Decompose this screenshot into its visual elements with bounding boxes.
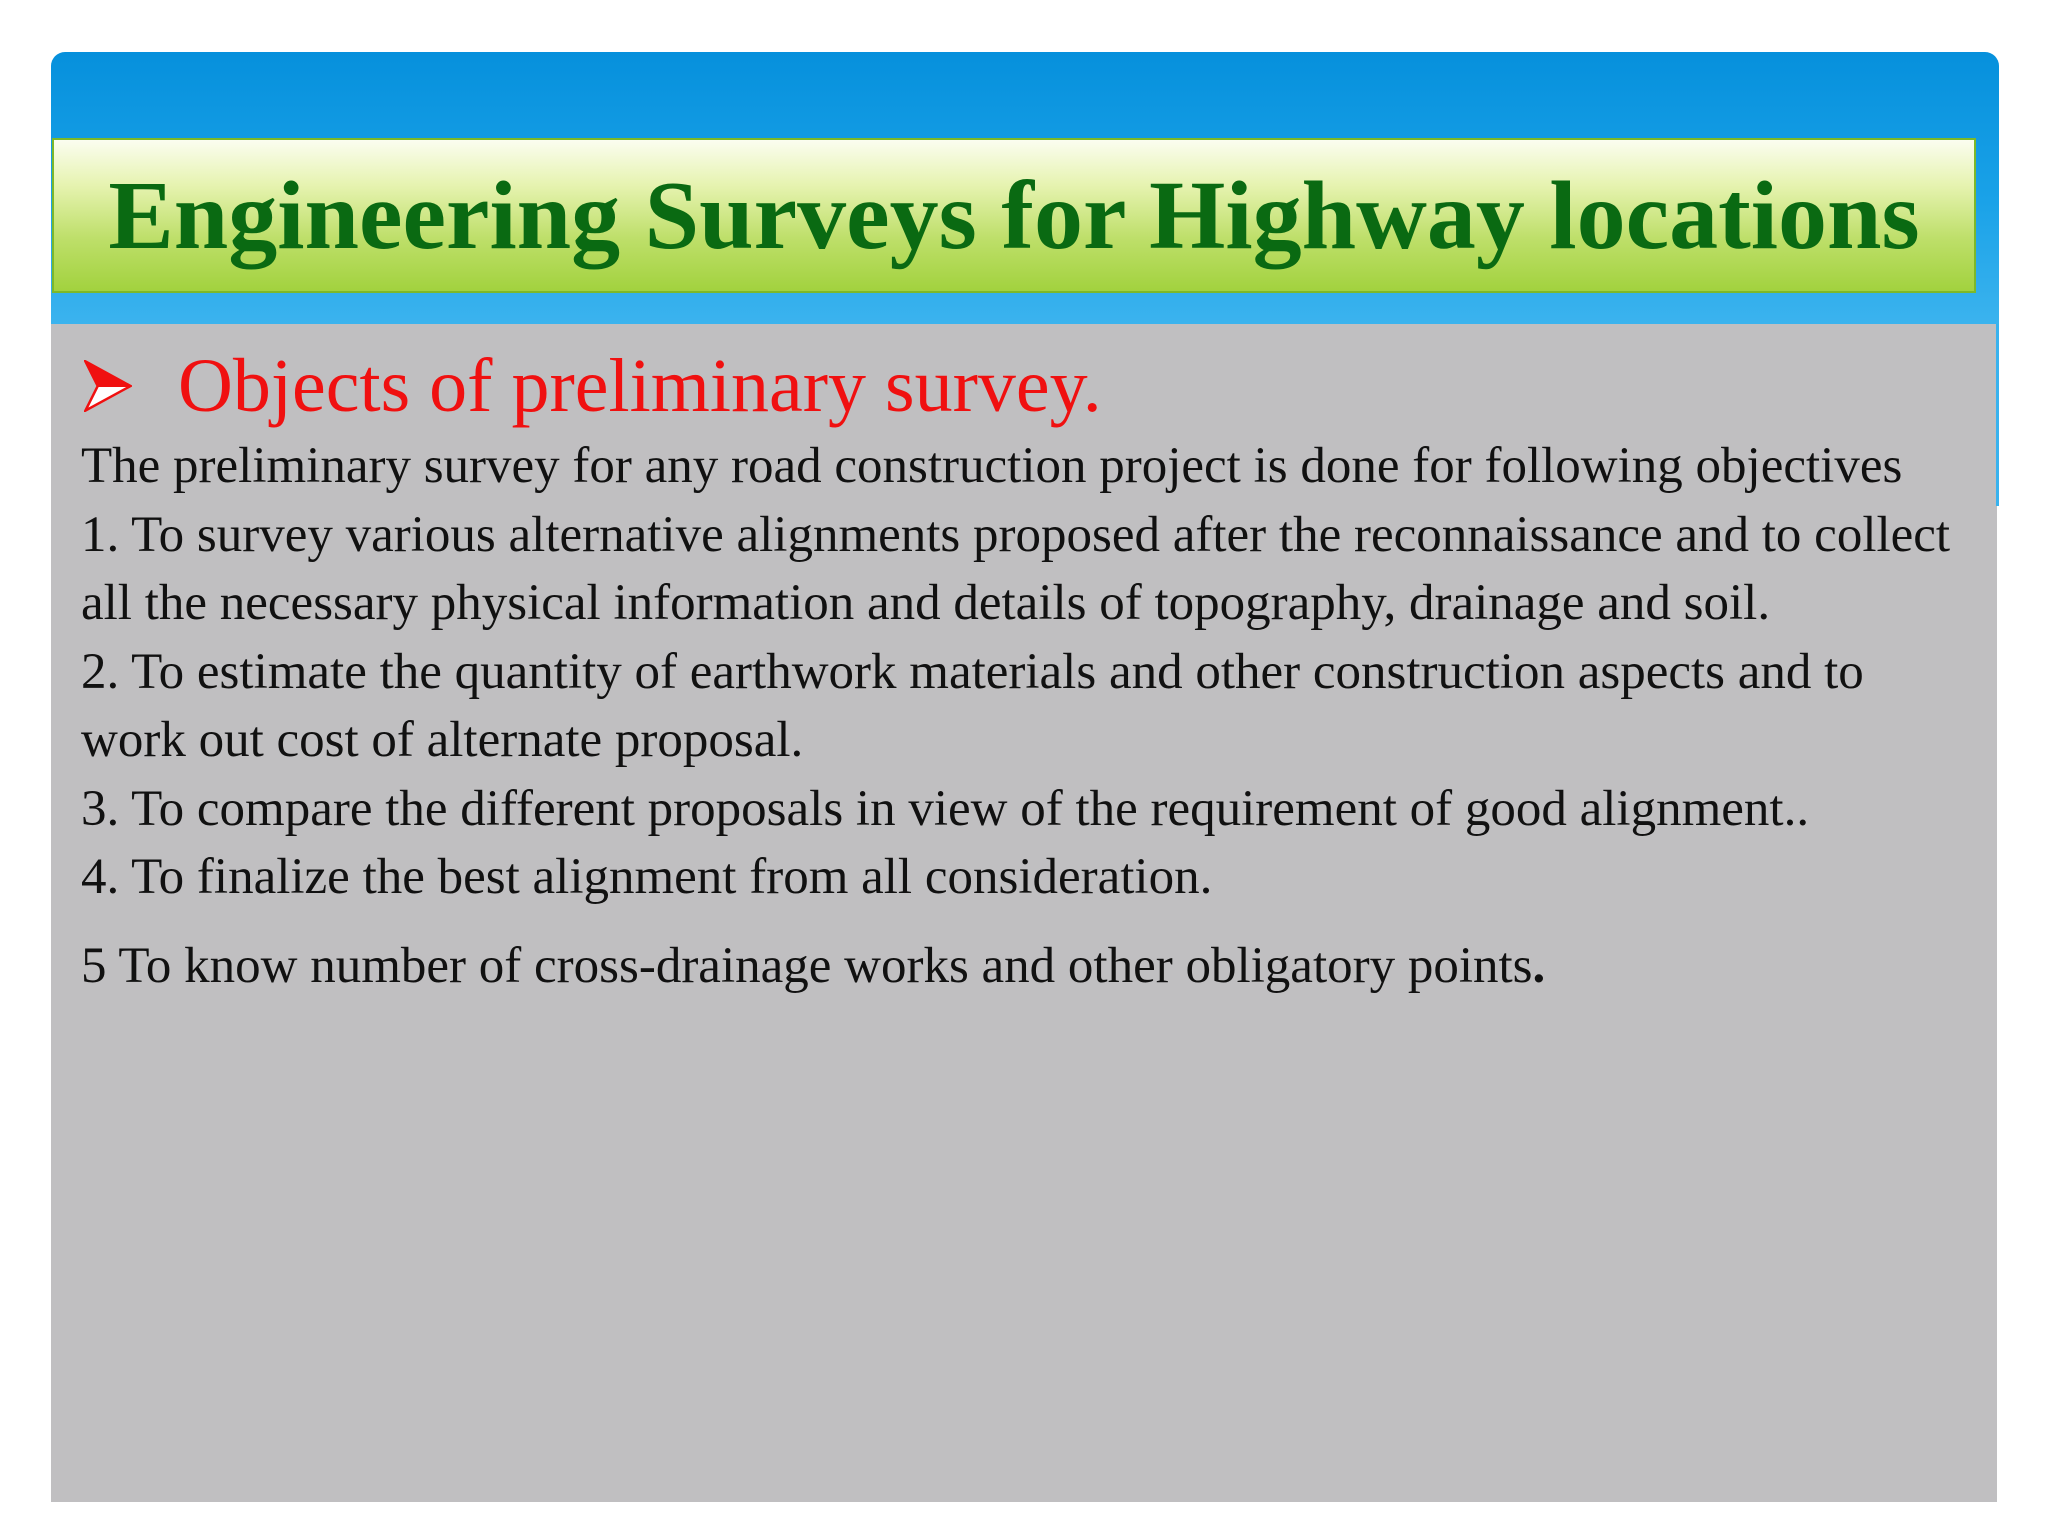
objective-item-5-text: 5 To know number of cross-drainage works and other obligatory points bbox=[81, 937, 1533, 994]
objective-item-5 bbox=[81, 932, 1981, 1001]
title-box bbox=[52, 138, 1976, 293]
section-heading-row bbox=[84, 346, 1102, 426]
objective-item-4: 4. To finalize the best alignment from all consideration. bbox=[81, 849, 1213, 905]
objective-item-1: 1. To survey various alternative alignments proposed after the reconnaissance and to collect all the necessary physical information and details of topography, drainage and soil. bbox=[81, 506, 1951, 631]
slide-title: Engineering Surveys for Highway locations bbox=[108, 161, 1920, 270]
body-text bbox=[81, 432, 1981, 1000]
objective-item-2: 2. To estimate the quantity of earthwork materials and other construction aspects and to work out cost of alternate proposal. bbox=[81, 643, 1864, 768]
arrowhead-bullet-icon bbox=[84, 360, 132, 412]
objective-item-5-period: . bbox=[1532, 937, 1546, 994]
header-edge-strip bbox=[1996, 324, 1999, 506]
intro-paragraph: The preliminary survey for any road construction project is done for following objectives bbox=[81, 438, 1903, 494]
section-heading: Objects of preliminary survey. bbox=[178, 344, 1102, 428]
objective-item-3: 3. To compare the different proposals in view of the requirement of good alignment.. bbox=[81, 780, 1810, 837]
